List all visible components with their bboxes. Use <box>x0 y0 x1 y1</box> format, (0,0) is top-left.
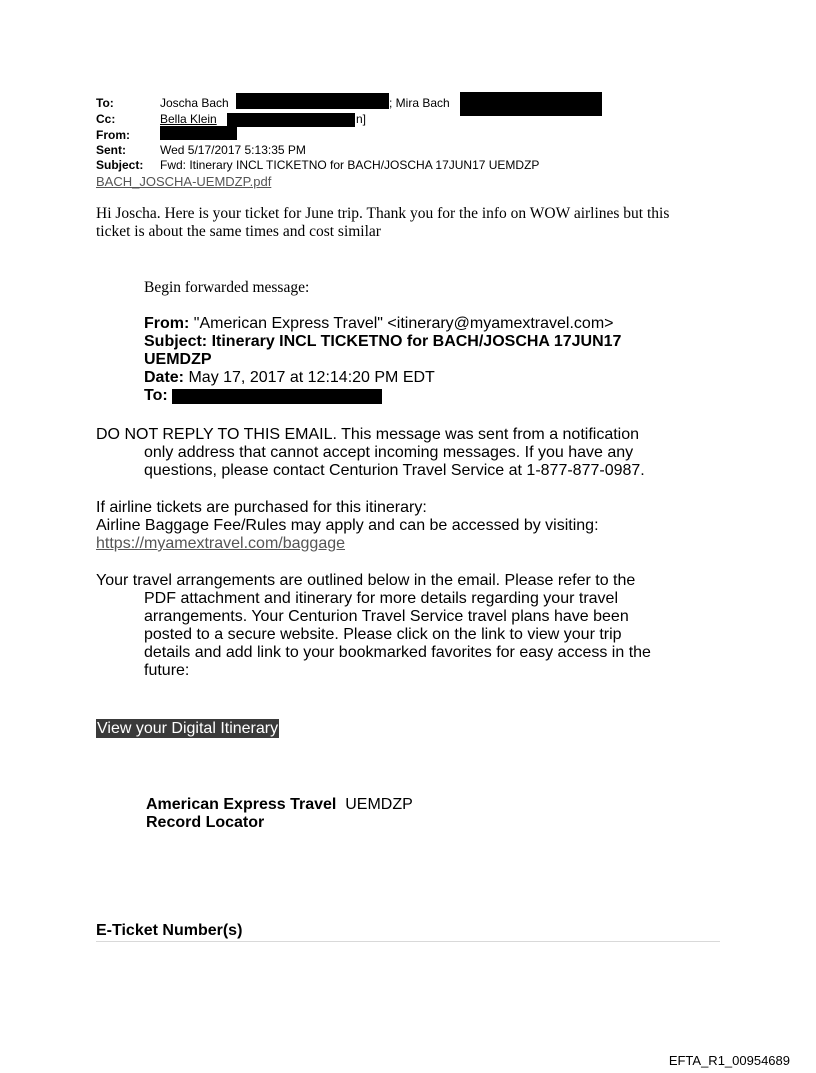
redaction-bar <box>160 126 237 140</box>
no-reply-notice <box>96 426 666 480</box>
record-locator-block <box>146 796 413 832</box>
cc-label: Cc: <box>96 112 116 126</box>
sent-label: Sent: <box>96 143 126 157</box>
redaction-bar <box>227 113 355 127</box>
arrangements-line: arrangements. Your Centurion Travel Service travel plans have been <box>144 608 629 625</box>
baggage-line: Airline Baggage Fee/Rules may apply and can be accessed by visiting: <box>96 517 599 534</box>
fwd-date-line <box>144 369 621 387</box>
arrangements-line: future: <box>144 662 190 679</box>
fwd-subject-cont: UEMDZP <box>144 351 212 368</box>
record-label: Record Locator <box>146 814 265 831</box>
redaction-bar <box>460 92 602 116</box>
intro-line: Hi Joscha. Here is your ticket for June trip. Thank you for the info on WOW airlines but this <box>96 205 670 222</box>
to-second-recipient: ; Mira Bach <box>389 96 450 110</box>
fwd-from-label: From: <box>144 315 190 332</box>
arrangements-line: posted to a secure website. Please click on the link to view your trip <box>144 626 622 643</box>
sent-value: Wed 5/17/2017 5:13:35 PM <box>160 143 306 157</box>
notice-line: questions, please contact Centurion Travel Service at 1-877-877-0987. <box>144 462 645 479</box>
fwd-subject-line <box>144 333 621 351</box>
attachment-link[interactable]: BACH_JOSCHA-UEMDZP.pdf <box>96 174 272 189</box>
from-label: From: <box>96 128 130 142</box>
redaction-bar <box>172 389 382 404</box>
notice-line: only address that cannot accept incoming messages. If you have any <box>144 444 634 461</box>
view-digital-itinerary-button[interactable]: View your Digital Itinerary <box>97 720 279 737</box>
notice-line: DO NOT REPLY TO THIS EMAIL. This message was sent from a notification <box>96 426 640 443</box>
record-code: UEMDZP <box>345 796 413 813</box>
subject-value: Fwd: Itinerary INCL TICKETNO for BACH/JOSCHA 17JUN17 UEMDZP <box>160 158 540 172</box>
fwd-to-label: To: <box>144 387 168 404</box>
section-divider <box>96 941 720 942</box>
to-value: Joscha Bach <box>160 96 229 110</box>
forwarded-intro: Begin forwarded message: <box>144 279 310 296</box>
fwd-subject-label: Subject: <box>144 333 208 350</box>
baggage-line: If airline tickets are purchased for this itinerary: <box>96 499 427 516</box>
intro-line: ticket is about the same times and cost similar <box>96 223 381 240</box>
intro-message <box>96 205 669 241</box>
arrangements-line: PDF attachment and itinerary for more details regarding your travel <box>144 590 618 607</box>
fwd-from-value: "American Express Travel" <itinerary@myamextravel.com> <box>189 315 614 332</box>
record-agency: American Express Travel <box>146 796 337 813</box>
record-agency-line <box>146 796 413 814</box>
baggage-link[interactable]: https://myamextravel.com/baggage <box>96 535 346 552</box>
fwd-date-value: May 17, 2017 at 12:14:20 PM EDT <box>184 369 435 386</box>
arrangements-line: Your travel arrangements are outlined below in the email. Please refer to the <box>96 572 636 589</box>
cc-value: Bella Klein <box>160 112 217 126</box>
to-label: To: <box>96 96 114 110</box>
arrangements-paragraph <box>96 572 666 680</box>
eticket-heading: E-Ticket Number(s) <box>96 922 243 939</box>
subject-label: Subject: <box>96 158 144 172</box>
fwd-subject-value: Itinerary INCL TICKETNO for BACH/JOSCHA 17JUN17 <box>207 333 622 350</box>
document-id: EFTA_R1_00954689 <box>668 1053 790 1068</box>
arrangements-line: details and add link to your bookmarked favorites for easy access in the <box>144 644 651 661</box>
fwd-date-label: Date: <box>144 369 185 386</box>
cc-tail: n] <box>356 112 367 126</box>
redaction-bar <box>236 93 389 109</box>
fwd-from-line <box>144 315 621 333</box>
